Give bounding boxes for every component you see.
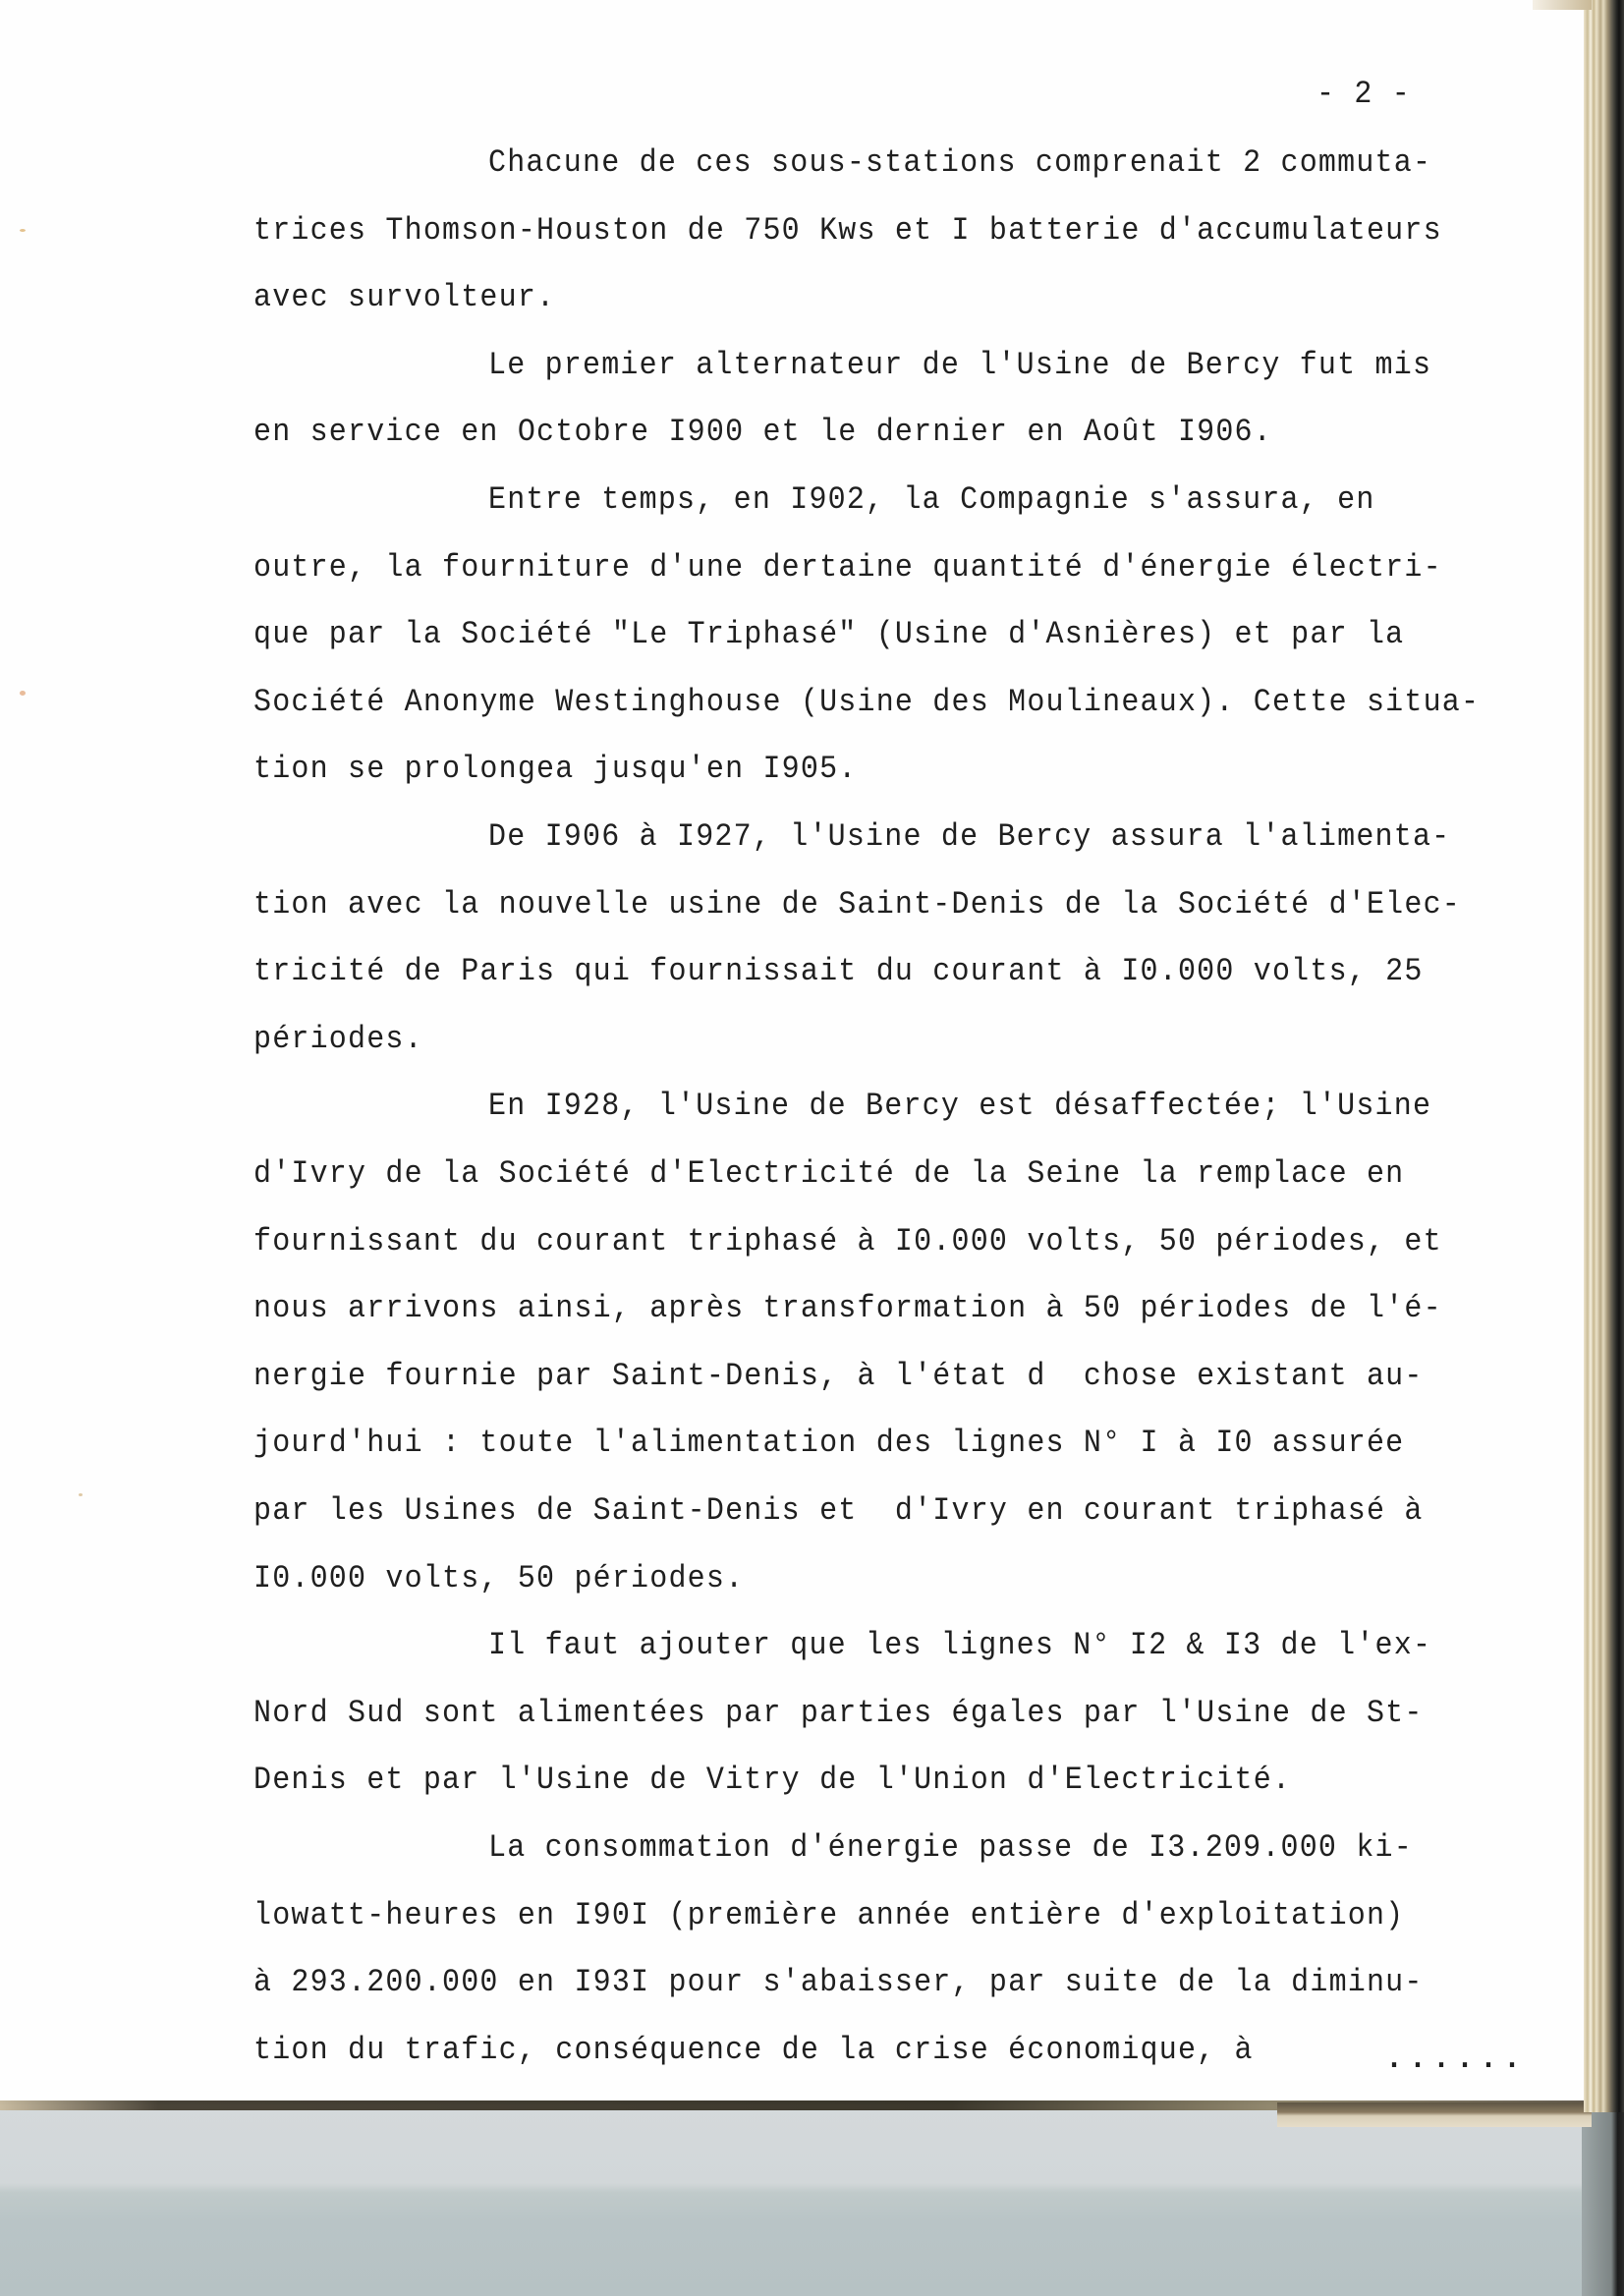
paper-speck [79,1493,83,1496]
text-line: Société Anonyme Westinghouse (Usine des Moulineaux). Cette situa- [253,684,1481,721]
paragraph-first-line: De I906 à I927, l'Usine de Bercy assura l'alimenta- [488,818,1451,856]
text-line: périodes. [253,1021,423,1058]
paragraph-first-line: Chacune de ces sous-stations comprenait 2 commuta- [488,144,1432,182]
text-line: que par la Société "Le Triphasé" (Usine d'Asnières) et par la [253,616,1405,653]
text-line: lowatt-heures en I90I (première année entière d'exploitation) [253,1897,1405,1934]
paper-speck [20,691,26,696]
continuation-dots: ...... [1385,2041,1528,2078]
text-line: Nord Sud sont alimentées par parties égales par l'Usine de St- [253,1695,1424,1732]
book-binding-top [1533,0,1592,10]
text-line: à 293.200.000 en I93I pour s'abaisser, par suite de la diminu- [253,1964,1424,2001]
text-line: en service en Octobre I900 et le dernier en Août I906. [253,414,1272,451]
text-line: fournissant du courant triphasé à I0.000 volts, 50 périodes, et [253,1223,1442,1260]
paragraph-first-line: Entre temps, en I902, la Compagnie s'assura, en [488,481,1375,519]
text-line: Denis et par l'Usine de Vitry de l'Union d'Electricité. [253,1762,1292,1799]
text-line: tion avec la nouvelle usine de Saint-Denis de la Société d'Elec- [253,886,1461,924]
text-line: d'Ivry de la Société d'Electricité de la Seine la remplace en [253,1155,1405,1193]
text-line: I0.000 volts, 50 périodes. [253,1560,745,1597]
scanner-background-shadow [1582,2112,1624,2296]
text-line: outre, la fourniture d'une dertaine quantité d'énergie électri- [253,549,1442,587]
text-line: jourd'hui : toute l'alimentation des lignes N° I à I0 assurée [253,1425,1405,1462]
scanner-background [0,2104,1624,2296]
text-line: tion se prolongea jusqu'en I905. [253,751,858,788]
text-line: trices Thomson-Houston de 750 Kws et I batterie d'accumulateurs [253,212,1442,250]
book-binding-edge [1584,0,1624,2112]
paragraph-first-line: En I928, l'Usine de Bercy est désaffectée; l'Usine [488,1088,1432,1125]
page-bottom-corner [1277,2102,1592,2127]
paragraph-first-line: Il faut ajouter que les lignes N° I2 & I3 de l'ex- [488,1627,1432,1664]
text-line: nous arrivons ainsi, après transformation à 50 périodes de l'é- [253,1290,1442,1327]
page-number: - 2 - [1316,76,1412,113]
text-line: avec survolteur. [253,279,556,316]
text-line: tricité de Paris qui fournissait du courant à I0.000 volts, 25 [253,953,1424,990]
paragraph-first-line: La consommation d'énergie passe de I3.209.000 ki- [488,1829,1413,1867]
paper-speck [20,229,26,232]
text-line: nergie fournie par Saint-Denis, à l'état d chose existant au- [253,1358,1424,1395]
text-line: par les Usines de Saint-Denis et d'Ivry en courant triphasé à [253,1492,1424,1530]
paragraph-first-line: Le premier alternateur de l'Usine de Bercy fut mis [488,347,1432,384]
text-line: tion du trafic, conséquence de la crise économique, à [253,2032,1254,2069]
